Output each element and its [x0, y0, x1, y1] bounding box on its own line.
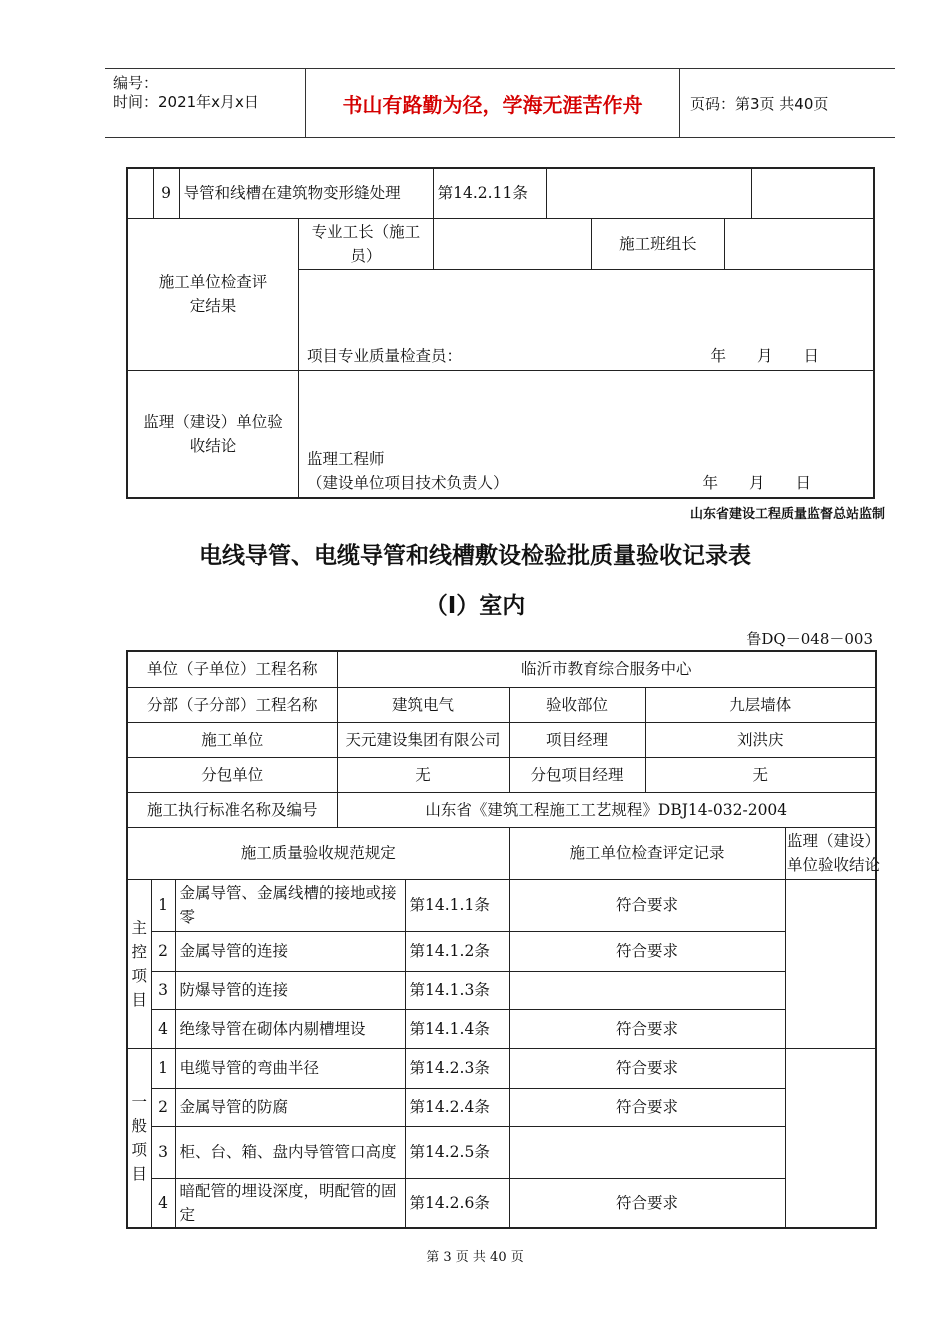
item-no: 2 — [151, 1088, 175, 1126]
subcontractor-value: 无 — [337, 757, 509, 792]
row-supervision — [751, 168, 874, 218]
item-no: 4 — [151, 1178, 175, 1228]
inspection-result-cell — [299, 269, 874, 370]
inspector-label: 项目专业质量检查员： — [307, 346, 463, 365]
standard-label: 施工执行标准名称及编号 — [127, 792, 337, 827]
item-result: 符合要求 — [509, 1088, 785, 1126]
row-result — [546, 168, 751, 218]
acceptance-part-label: 验收部位 — [509, 687, 645, 722]
row-clause: 第14.2.11条 — [433, 168, 546, 218]
team-leader-value — [724, 218, 874, 269]
item-result: 符合要求 — [509, 1009, 785, 1048]
unit-project-label: 单位（子单位）工程名称 — [127, 651, 337, 687]
item-result — [509, 971, 785, 1009]
item-desc: 金属导管的防腐 — [175, 1088, 405, 1126]
item-no: 1 — [151, 879, 175, 931]
unit-project-value: 临沂市教育综合服务中心 — [337, 651, 876, 687]
continued-table — [126, 167, 875, 499]
main-group-label: 主控项目 — [127, 879, 151, 1048]
item-desc: 电缆导管的弯曲半径 — [175, 1048, 405, 1088]
sub-pm-label: 分包项目经理 — [509, 757, 645, 792]
subcontractor-label: 分包单位 — [127, 757, 337, 792]
item-result: 符合要求 — [509, 1178, 785, 1228]
item-clause: 第14.2.3条 — [405, 1048, 509, 1088]
item-desc: 绝缘导管在砌体内剔槽埋设 — [175, 1009, 405, 1048]
item-desc: 防爆导管的连接 — [175, 971, 405, 1009]
pm-value: 刘洪庆 — [645, 722, 876, 757]
main-supervision-cell — [785, 879, 876, 1048]
acceptance-table — [126, 650, 881, 1229]
foreman-value — [433, 218, 592, 269]
item-clause: 第14.1.1条 — [405, 879, 509, 931]
motto: 书山有路勤为径，学海无涯苦作舟 — [306, 69, 680, 137]
contractor-label: 施工单位 — [127, 722, 337, 757]
supervision-conclusion-cell — [299, 370, 874, 498]
item-desc: 金属导管的连接 — [175, 931, 405, 971]
col-spec: 施工质量验收规范规定 — [127, 827, 509, 879]
item-clause: 第14.2.4条 — [405, 1088, 509, 1126]
date-label-2: 年 月 日 — [702, 474, 811, 492]
sub-pm-value: 无 — [645, 757, 876, 792]
general-supervision-cell — [785, 1048, 876, 1228]
page-label: 页码：第3页 共40页 — [690, 94, 829, 113]
item-clause: 第14.1.4条 — [405, 1009, 509, 1048]
form-code: 鲁DQ－048－003 — [746, 630, 873, 648]
item-desc: 暗配管的埋设深度，明配管的固定 — [175, 1178, 405, 1228]
credit: 山东省建设工程质量监督总站监制 — [689, 507, 885, 522]
item-clause: 第14.2.5条 — [405, 1126, 509, 1178]
general-group-label: 一般项目 — [127, 1048, 151, 1228]
sub-project-label: 分部（子分部）工程名称 — [127, 687, 337, 722]
item-no: 3 — [151, 1126, 175, 1178]
item-desc: 金属导管、金属线槽的接地或接零 — [175, 879, 405, 931]
pm-label: 项目经理 — [509, 722, 645, 757]
supervision-label: 监理（建设）单位验收结论 — [127, 370, 299, 498]
item-result: 符合要求 — [509, 1048, 785, 1088]
row-item: 导管和线槽在建筑物变形缝处理 — [179, 168, 433, 218]
row-no: 9 — [153, 168, 179, 218]
page-footer: 第 3 页 共 40 页 — [426, 1250, 524, 1265]
sub-project-value: 建筑电气 — [337, 687, 509, 722]
col-record: 施工单位检查评定记录 — [509, 827, 785, 879]
date-label: 年 月 日 — [710, 346, 819, 365]
item-result: 符合要求 — [509, 931, 785, 971]
contractor-value: 天元建设集团有限公司 — [337, 722, 509, 757]
form-title: 电线导管、电缆导管和线槽敷设检验批质量验收记录表 — [199, 543, 751, 569]
construction-unit-label: 施工单位检查评定结果 — [127, 218, 299, 370]
form-subtitle: （Ⅰ）室内 — [424, 593, 526, 619]
item-clause: 第14.1.2条 — [405, 931, 509, 971]
item-no: 2 — [151, 931, 175, 971]
item-no: 3 — [151, 971, 175, 1009]
col-supervision: 监理（建设）单位验收结论 — [785, 827, 876, 879]
standard-value: 山东省《建筑工程施工工艺规程》DBJ14-032-2004 — [337, 792, 876, 827]
acceptance-part-value: 九层墙体 — [645, 687, 876, 722]
engineer-label: 监理工程师 — [307, 450, 385, 468]
item-result: 符合要求 — [509, 879, 785, 931]
item-no: 1 — [151, 1048, 175, 1088]
number-label: 编号： — [113, 74, 159, 92]
foreman-label: 专业工长（施工员） — [299, 218, 434, 269]
owner-label: （建设单位项目技术负责人） — [307, 474, 509, 492]
item-clause: 第14.2.6条 — [405, 1178, 509, 1228]
item-result — [509, 1126, 785, 1178]
item-desc: 柜、台、箱、盘内导管管口高度 — [175, 1126, 405, 1178]
item-clause: 第14.1.3条 — [405, 971, 509, 1009]
time-label: 时间：2021年x月x日 — [113, 93, 259, 111]
page-header — [105, 68, 895, 138]
team-leader-label: 施工班组长 — [592, 218, 724, 269]
header-meta — [105, 69, 306, 137]
blank-cell — [127, 168, 153, 218]
item-no: 4 — [151, 1009, 175, 1048]
